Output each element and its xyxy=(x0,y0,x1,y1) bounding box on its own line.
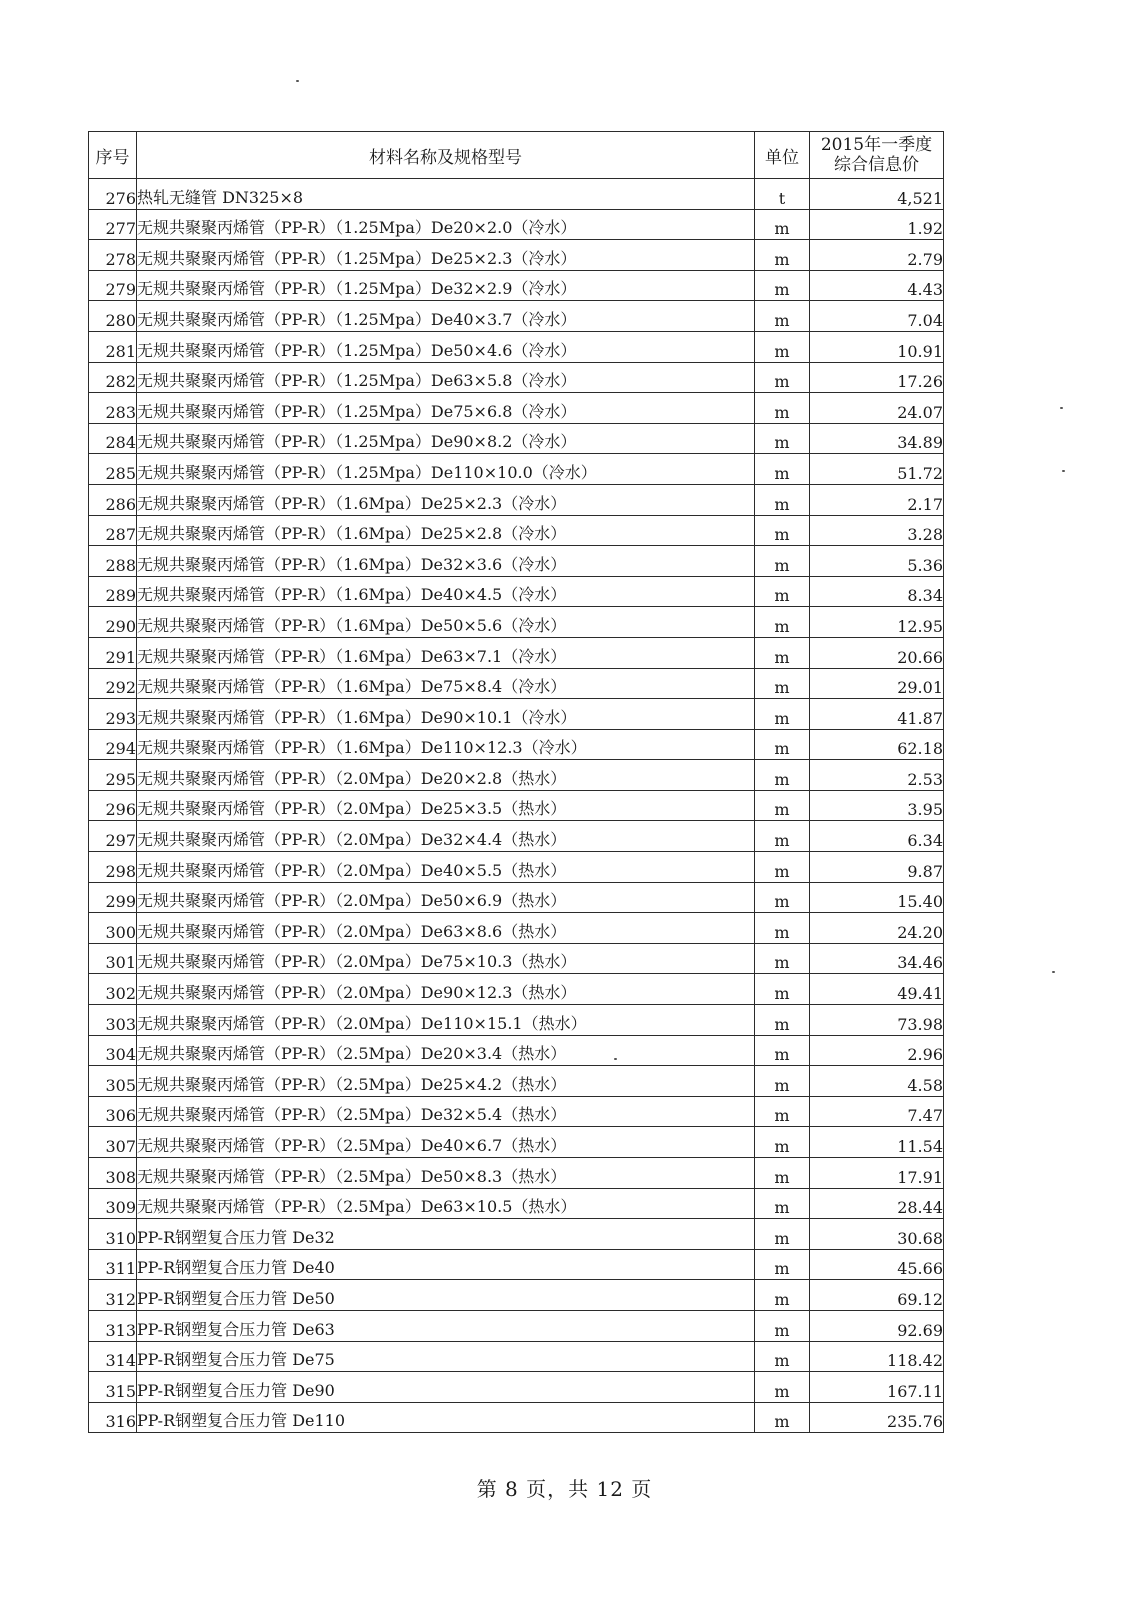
row-unit: m xyxy=(755,607,810,638)
row-unit: m xyxy=(755,301,810,332)
row-material-name: PP-R钢塑复合压力管 De32 xyxy=(137,1219,755,1250)
row-price: 2.96 xyxy=(810,1035,944,1066)
row-price: 4,521 xyxy=(810,179,944,210)
row-serial-no: 315 xyxy=(89,1372,137,1403)
row-serial-no: 301 xyxy=(89,943,137,974)
row-serial-no: 285 xyxy=(89,454,137,485)
row-material-name: PP-R钢塑复合压力管 De90 xyxy=(137,1372,755,1403)
row-serial-no: 276 xyxy=(89,179,137,210)
row-material-name: 无规共聚聚丙烯管（PP-R）（2.5Mpa）De50×8.3（热水） xyxy=(137,1158,755,1189)
row-unit: m xyxy=(755,1096,810,1127)
row-serial-no: 296 xyxy=(89,790,137,821)
row-unit: m xyxy=(755,393,810,424)
row-serial-no: 298 xyxy=(89,852,137,883)
row-serial-no: 293 xyxy=(89,699,137,730)
row-material-name: 无规共聚聚丙烯管（PP-R）（1.6Mpa）De32×3.6（冷水） xyxy=(137,546,755,577)
row-material-name: 无规共聚聚丙烯管（PP-R）（2.0Mpa）De75×10.3（热水） xyxy=(137,943,755,974)
row-unit: m xyxy=(755,423,810,454)
row-material-name: 无规共聚聚丙烯管（PP-R）（1.6Mpa）De50×5.6（冷水） xyxy=(137,607,755,638)
row-serial-no: 295 xyxy=(89,760,137,791)
row-price: 2.79 xyxy=(810,240,944,271)
row-material-name: 无规共聚聚丙烯管（PP-R）（1.6Mpa）De75×8.4（冷水） xyxy=(137,668,755,699)
row-serial-no: 312 xyxy=(89,1280,137,1311)
table-row xyxy=(89,1310,944,1341)
row-unit: m xyxy=(755,1158,810,1189)
row-unit: m xyxy=(755,576,810,607)
row-material-name: 无规共聚聚丙烯管（PP-R）（2.0Mpa）De110×15.1（热水） xyxy=(137,1005,755,1036)
row-price: 7.04 xyxy=(810,301,944,332)
row-unit: m xyxy=(755,1066,810,1097)
table-header xyxy=(89,132,944,179)
row-serial-no: 291 xyxy=(89,637,137,668)
row-unit: m xyxy=(755,1188,810,1219)
row-price: 3.95 xyxy=(810,790,944,821)
table-body xyxy=(89,179,944,1433)
row-material-name: 无规共聚聚丙烯管（PP-R）（2.0Mpa）De25×3.5（热水） xyxy=(137,790,755,821)
table-row xyxy=(89,913,944,944)
row-material-name: 无规共聚聚丙烯管（PP-R）（1.6Mpa）De110×12.3（冷水） xyxy=(137,729,755,760)
table-row xyxy=(89,821,944,852)
row-serial-no: 279 xyxy=(89,270,137,301)
row-serial-no: 282 xyxy=(89,362,137,393)
row-serial-no: 278 xyxy=(89,240,137,271)
row-price: 15.40 xyxy=(810,882,944,913)
row-unit: m xyxy=(755,974,810,1005)
row-unit: m xyxy=(755,760,810,791)
page-footer: 第 8 页，共 12 页 xyxy=(476,1477,653,1501)
header-material-name: 材料名称及规格型号 xyxy=(137,132,755,179)
row-material-name: 无规共聚聚丙烯管（PP-R）（2.5Mpa）De40×6.7（热水） xyxy=(137,1127,755,1158)
table-row xyxy=(89,301,944,332)
row-material-name: 无规共聚聚丙烯管（PP-R）（1.25Mpa）De110×10.0（冷水） xyxy=(137,454,755,485)
row-price: 167.11 xyxy=(810,1372,944,1403)
row-unit: m xyxy=(755,790,810,821)
row-material-name: 无规共聚聚丙烯管（PP-R）（2.0Mpa）De63×8.6（热水） xyxy=(137,913,755,944)
table-row xyxy=(89,576,944,607)
row-unit: m xyxy=(755,331,810,362)
row-material-name: PP-R钢塑复合压力管 De40 xyxy=(137,1249,755,1280)
row-material-name: 无规共聚聚丙烯管（PP-R）（2.5Mpa）De32×5.4（热水） xyxy=(137,1096,755,1127)
table-row xyxy=(89,1096,944,1127)
row-serial-no: 313 xyxy=(89,1310,137,1341)
row-material-name: 无规共聚聚丙烯管（PP-R）（2.5Mpa）De63×10.5（热水） xyxy=(137,1188,755,1219)
row-unit: m xyxy=(755,1372,810,1403)
row-material-name: PP-R钢塑复合压力管 De63 xyxy=(137,1310,755,1341)
header-serial-no: 序号 xyxy=(89,132,137,179)
row-price: 3.28 xyxy=(810,515,944,546)
row-material-name: PP-R钢塑复合压力管 De110 xyxy=(137,1402,755,1433)
table-row xyxy=(89,943,944,974)
row-serial-no: 284 xyxy=(89,423,137,454)
row-serial-no: 307 xyxy=(89,1127,137,1158)
row-material-name: PP-R钢塑复合压力管 De50 xyxy=(137,1280,755,1311)
row-unit: m xyxy=(755,1310,810,1341)
row-unit: m xyxy=(755,546,810,577)
table-row xyxy=(89,637,944,668)
row-material-name: 无规共聚聚丙烯管（PP-R）（1.6Mpa）De40×4.5（冷水） xyxy=(137,576,755,607)
row-serial-no: 299 xyxy=(89,882,137,913)
row-material-name: 无规共聚聚丙烯管（PP-R）（1.25Mpa）De25×2.3（冷水） xyxy=(137,240,755,271)
row-unit: m xyxy=(755,1280,810,1311)
row-material-name: 无规共聚聚丙烯管（PP-R）（1.6Mpa）De63×7.1（冷水） xyxy=(137,637,755,668)
row-material-name: 无规共聚聚丙烯管（PP-R）（1.25Mpa）De20×2.0（冷水） xyxy=(137,209,755,240)
row-price: 17.91 xyxy=(810,1158,944,1189)
row-unit: m xyxy=(755,362,810,393)
row-price: 2.17 xyxy=(810,484,944,515)
table-row xyxy=(89,546,944,577)
row-material-name: 无规共聚聚丙烯管（PP-R）（1.25Mpa）De90×8.2（冷水） xyxy=(137,423,755,454)
row-price: 6.34 xyxy=(810,821,944,852)
row-serial-no: 281 xyxy=(89,331,137,362)
table-row xyxy=(89,607,944,638)
row-unit: m xyxy=(755,484,810,515)
row-serial-no: 289 xyxy=(89,576,137,607)
table-row xyxy=(89,362,944,393)
row-material-name: 无规共聚聚丙烯管（PP-R）（1.25Mpa）De63×5.8（冷水） xyxy=(137,362,755,393)
row-unit: m xyxy=(755,270,810,301)
header-price-line1: 2015年一季度 xyxy=(820,135,933,155)
row-price: 4.43 xyxy=(810,270,944,301)
row-serial-no: 280 xyxy=(89,301,137,332)
table-row xyxy=(89,1005,944,1036)
table-row xyxy=(89,729,944,760)
row-price: 8.34 xyxy=(810,576,944,607)
row-price: 45.66 xyxy=(810,1249,944,1280)
row-unit: m xyxy=(755,1005,810,1036)
row-serial-no: 306 xyxy=(89,1096,137,1127)
row-unit: m xyxy=(755,729,810,760)
row-unit: m xyxy=(755,240,810,271)
row-unit: m xyxy=(755,913,810,944)
header-price-line2: 综合信息价 xyxy=(834,155,919,175)
row-serial-no: 304 xyxy=(89,1035,137,1066)
row-unit: m xyxy=(755,209,810,240)
row-material-name: 无规共聚聚丙烯管（PP-R）（2.5Mpa）De25×4.2（热水） xyxy=(137,1066,755,1097)
row-price: 41.87 xyxy=(810,699,944,730)
row-unit: m xyxy=(755,1402,810,1433)
row-serial-no: 283 xyxy=(89,393,137,424)
row-unit: m xyxy=(755,1035,810,1066)
row-material-name: 无规共聚聚丙烯管（PP-R）（1.6Mpa）De25×2.3（冷水） xyxy=(137,484,755,515)
row-material-name: PP-R钢塑复合压力管 De75 xyxy=(137,1341,755,1372)
row-serial-no: 277 xyxy=(89,209,137,240)
row-price: 24.20 xyxy=(810,913,944,944)
row-serial-no: 294 xyxy=(89,729,137,760)
table-row xyxy=(89,1188,944,1219)
scan-speck xyxy=(1062,470,1065,472)
table-row xyxy=(89,1066,944,1097)
row-material-name: 无规共聚聚丙烯管（PP-R）（1.25Mpa）De40×3.7（冷水） xyxy=(137,301,755,332)
row-price: 28.44 xyxy=(810,1188,944,1219)
row-price: 12.95 xyxy=(810,607,944,638)
table-row xyxy=(89,1402,944,1433)
row-serial-no: 310 xyxy=(89,1219,137,1250)
table-row xyxy=(89,760,944,791)
row-material-name: 无规共聚聚丙烯管（PP-R）（2.0Mpa）De50×6.9（热水） xyxy=(137,882,755,913)
table-row xyxy=(89,1158,944,1189)
row-price: 1.92 xyxy=(810,209,944,240)
row-serial-no: 288 xyxy=(89,546,137,577)
row-material-name: 无规共聚聚丙烯管（PP-R）（2.5Mpa）De20×3.4（热水） xyxy=(137,1035,755,1066)
row-price: 4.58 xyxy=(810,1066,944,1097)
row-material-name: 无规共聚聚丙烯管（PP-R）（2.0Mpa）De90×12.3（热水） xyxy=(137,974,755,1005)
row-material-name: 无规共聚聚丙烯管（PP-R）（2.0Mpa）De20×2.8（热水） xyxy=(137,760,755,791)
row-price: 11.54 xyxy=(810,1127,944,1158)
row-price: 30.68 xyxy=(810,1219,944,1250)
row-serial-no: 300 xyxy=(89,913,137,944)
row-price: 62.18 xyxy=(810,729,944,760)
table-row xyxy=(89,1127,944,1158)
table-row xyxy=(89,668,944,699)
row-unit: m xyxy=(755,1219,810,1250)
table-row xyxy=(89,331,944,362)
row-price: 69.12 xyxy=(810,1280,944,1311)
table-row xyxy=(89,1372,944,1403)
row-serial-no: 286 xyxy=(89,484,137,515)
table-row xyxy=(89,699,944,730)
row-serial-no: 290 xyxy=(89,607,137,638)
row-material-name: 无规共聚聚丙烯管（PP-R）（2.0Mpa）De32×4.4（热水） xyxy=(137,821,755,852)
row-serial-no: 314 xyxy=(89,1341,137,1372)
row-price: 235.76 xyxy=(810,1402,944,1433)
table-row xyxy=(89,423,944,454)
table-row xyxy=(89,515,944,546)
table-row xyxy=(89,1219,944,1250)
header-row xyxy=(89,132,944,179)
row-price: 20.66 xyxy=(810,637,944,668)
table-row xyxy=(89,240,944,271)
row-serial-no: 305 xyxy=(89,1066,137,1097)
row-price: 7.47 xyxy=(810,1096,944,1127)
table-row xyxy=(89,1035,944,1066)
row-serial-no: 302 xyxy=(89,974,137,1005)
table-row xyxy=(89,1341,944,1372)
row-serial-no: 311 xyxy=(89,1249,137,1280)
row-serial-no: 308 xyxy=(89,1158,137,1189)
row-price: 73.98 xyxy=(810,1005,944,1036)
row-serial-no: 287 xyxy=(89,515,137,546)
row-unit: m xyxy=(755,821,810,852)
scan-speck xyxy=(296,80,299,82)
row-serial-no: 292 xyxy=(89,668,137,699)
row-unit: m xyxy=(755,852,810,883)
row-unit: m xyxy=(755,454,810,485)
row-material-name: 无规共聚聚丙烯管（PP-R）（1.6Mpa）De90×10.1（冷水） xyxy=(137,699,755,730)
row-price: 5.36 xyxy=(810,546,944,577)
table-row xyxy=(89,270,944,301)
scan-speck xyxy=(1052,971,1055,973)
row-unit: m xyxy=(755,668,810,699)
row-serial-no: 297 xyxy=(89,821,137,852)
table-row xyxy=(89,179,944,210)
row-unit: m xyxy=(755,699,810,730)
row-price: 34.46 xyxy=(810,943,944,974)
row-unit: m xyxy=(755,637,810,668)
header-price xyxy=(810,132,944,179)
row-unit: m xyxy=(755,943,810,974)
row-price: 24.07 xyxy=(810,393,944,424)
row-unit: m xyxy=(755,1249,810,1280)
row-material-name: 无规共聚聚丙烯管（PP-R）（2.0Mpa）De40×5.5（热水） xyxy=(137,852,755,883)
row-unit: m xyxy=(755,515,810,546)
row-price: 9.87 xyxy=(810,852,944,883)
row-material-name: 无规共聚聚丙烯管（PP-R）（1.6Mpa）De25×2.8（冷水） xyxy=(137,515,755,546)
row-material-name: 无规共聚聚丙烯管（PP-R）（1.25Mpa）De32×2.9（冷水） xyxy=(137,270,755,301)
row-serial-no: 309 xyxy=(89,1188,137,1219)
row-unit: m xyxy=(755,1341,810,1372)
table-row xyxy=(89,974,944,1005)
row-price: 17.26 xyxy=(810,362,944,393)
row-price: 49.41 xyxy=(810,974,944,1005)
row-price: 2.53 xyxy=(810,760,944,791)
scan-speck xyxy=(614,1058,617,1060)
row-unit: m xyxy=(755,1127,810,1158)
material-price-table xyxy=(88,131,944,1433)
header-unit: 单位 xyxy=(755,132,810,179)
row-price: 118.42 xyxy=(810,1341,944,1372)
row-price: 10.91 xyxy=(810,331,944,362)
row-unit: t xyxy=(755,179,810,210)
row-material-name: 无规共聚聚丙烯管（PP-R）（1.25Mpa）De50×4.6（冷水） xyxy=(137,331,755,362)
row-unit: m xyxy=(755,882,810,913)
row-price: 51.72 xyxy=(810,454,944,485)
row-serial-no: 303 xyxy=(89,1005,137,1036)
table-row xyxy=(89,1249,944,1280)
table-row xyxy=(89,852,944,883)
row-price: 34.89 xyxy=(810,423,944,454)
row-price: 92.69 xyxy=(810,1310,944,1341)
table-row xyxy=(89,454,944,485)
scan-speck xyxy=(1060,407,1063,409)
row-price: 29.01 xyxy=(810,668,944,699)
row-material-name: 无规共聚聚丙烯管（PP-R）（1.25Mpa）De75×6.8（冷水） xyxy=(137,393,755,424)
table-row xyxy=(89,209,944,240)
table-row xyxy=(89,882,944,913)
row-serial-no: 316 xyxy=(89,1402,137,1433)
table-row xyxy=(89,1280,944,1311)
table-row xyxy=(89,790,944,821)
row-material-name: 热轧无缝管 DN325×8 xyxy=(137,179,755,210)
table-row xyxy=(89,484,944,515)
table-row xyxy=(89,393,944,424)
